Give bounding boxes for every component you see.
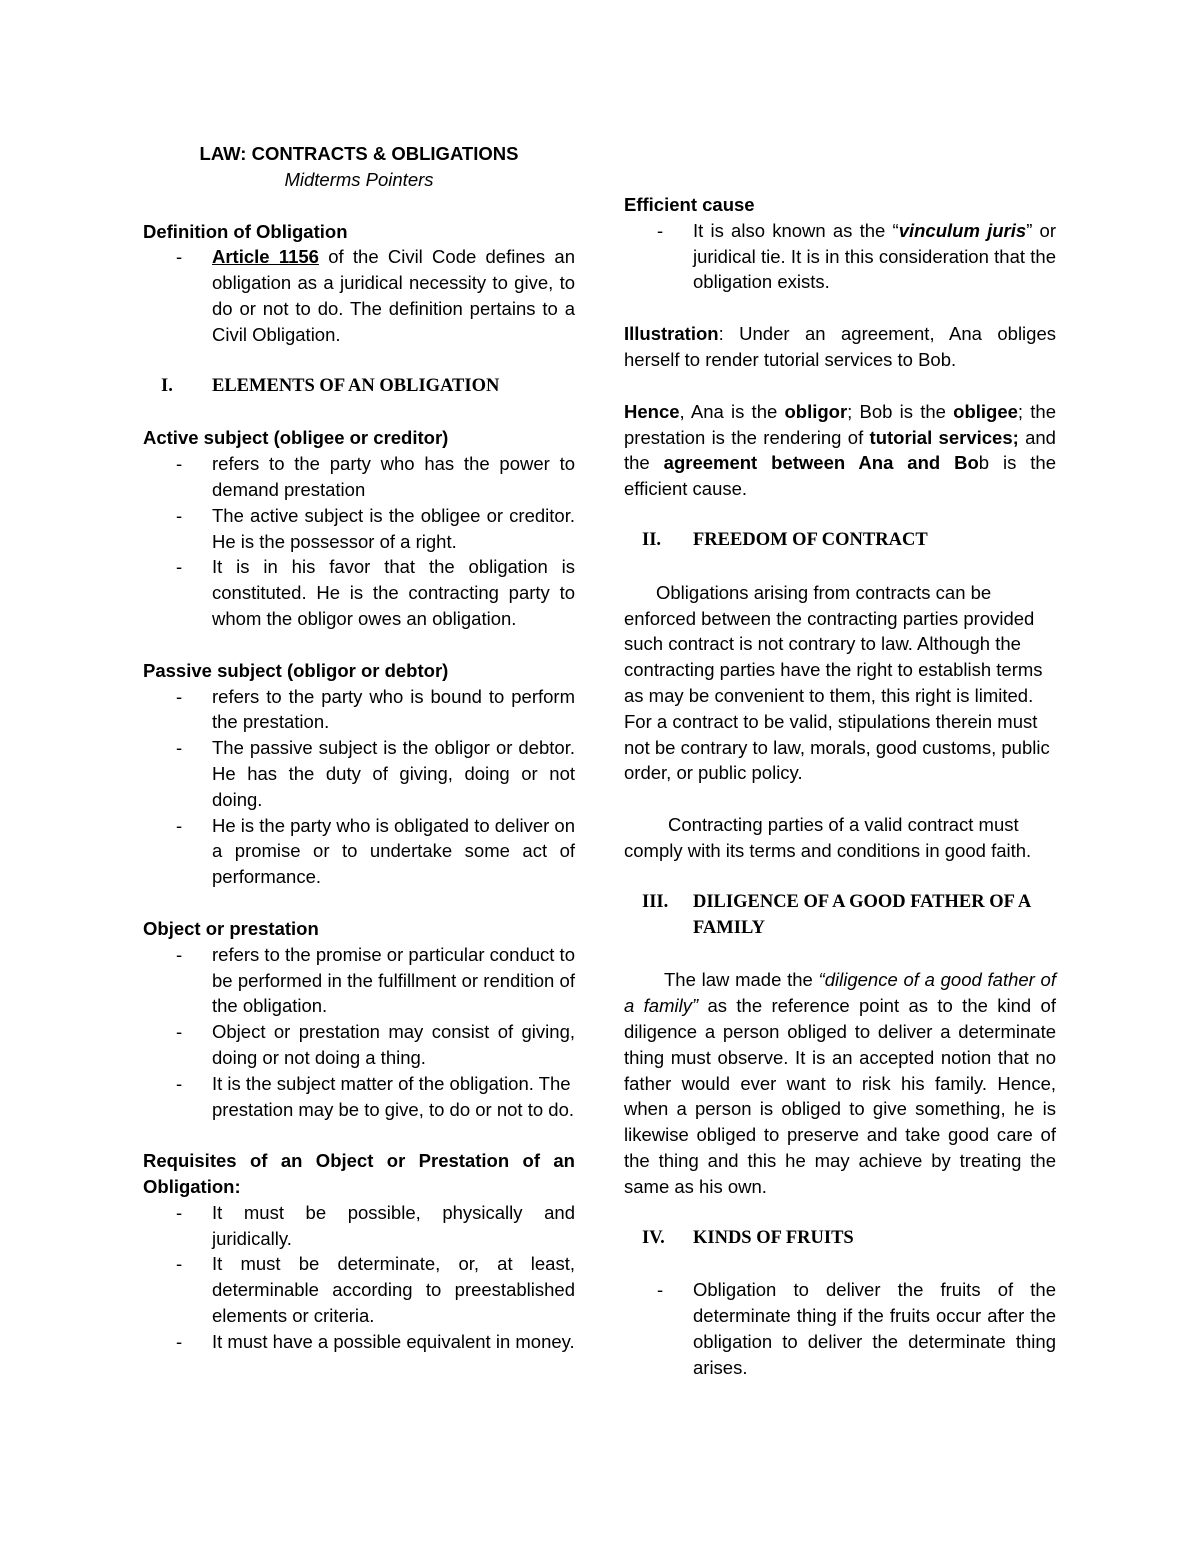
list-item: - Obligation to deliver the fruits of the determinate thing if the fruits occur after the obligation to deliver the determinate thing arises. — [657, 1279, 1056, 1378]
efficient-cause-list — [624, 218, 1056, 295]
passive-subject-list — [143, 684, 575, 890]
list-item: - The active subject is the obligee or creditor. He is the possessor of a right. — [176, 504, 575, 552]
requisites-list — [143, 1200, 575, 1355]
list-item: - Article 1156 of the Civil Code defines an obligation as a juridical necessity to give, to do or not to do. The definition pertains to a Civil Obligation. — [176, 246, 575, 345]
freedom-paragraph-2: Contracting parties of a valid contract must comply with its terms and conditions in good faith. — [624, 814, 1032, 861]
section-4-heading: IV. KINDS OF FRUITS — [642, 1227, 854, 1248]
definition-list — [143, 244, 575, 347]
section-2-heading: II. FREEDOM OF CONTRACT — [642, 529, 928, 550]
list-item: - The passive subject is the obligor or debtor. He has the duty of giving, doing or not doing. — [176, 737, 575, 810]
list-item: - It must have a possible equivalent in money. — [176, 1330, 575, 1352]
freedom-paragraph-1: Obligations arising from contracts can be enforced between the contracting parties provided such contract is not contrary to law. Although the contracting parties have the right to establish terms as may be convenient to them, this right is limited. For a contract to be valid, stipulations therein must not be contrary to law, morals, good customs, public order, or public policy. — [624, 581, 1050, 784]
section-3-heading: III. DILIGENCE OF A GOOD FATHER OF A FAMILY — [642, 891, 1031, 938]
list-item: - refers to the party who is bound to perform the prestation. — [176, 685, 575, 733]
active-subject-list — [143, 451, 575, 632]
document-subtitle: Midterms Pointers — [284, 168, 434, 190]
document-title: LAW: CONTRACTS & OBLIGATIONS — [199, 143, 519, 164]
requisites-heading: Requisites of an Object or Prestation of an Obligation: — [143, 1150, 575, 1198]
list-item: - It must be possible, physically and juridically. — [176, 1201, 575, 1249]
active-subject-heading: Active subject (obligee or creditor) — [143, 427, 449, 449]
article-reference: Article 1156 — [212, 246, 319, 268]
list-item: - refers to the promise or particular conduct to be performed in the fulfillment or rendition of the obligation. — [176, 943, 575, 1017]
definition-heading: Definition of Obligation — [143, 220, 348, 242]
list-item: - It is the subject matter of the obligation. The prestation may be to give, to do or not to do. — [176, 1072, 574, 1120]
section-1-heading: I. ELEMENTS OF AN OBLIGATION — [161, 375, 500, 396]
list-item: - Object or prestation may consist of giving, doing or not doing a thing. — [176, 1021, 575, 1068]
hence-paragraph: Hence, Ana is the obligor; Bob is the obligee; the prestation is the rendering of tutorial services; and the agreement between Ana and Bob is the efficient cause. — [624, 400, 1056, 500]
object-heading: Object or prestation — [143, 917, 319, 939]
efficient-cause-heading: Efficient cause — [624, 194, 755, 215]
illustration-paragraph: Illustration: Under an agreement, Ana obliges herself to render tutorial services to Bob. — [624, 323, 1056, 370]
list-item: - It is also known as the “vinculum juris” or juridical tie. It is in this consideration that the obligation exists. — [657, 219, 1057, 293]
list-item: - refers to the party who has the power to demand prestation — [176, 453, 575, 500]
diligence-paragraph: The law made the “diligence of a good father of a family” as the reference point as to the kind of diligence a person obliged to deliver a determinate thing must observe. It is an accepted notion that no father would ever want to risk his family. Hence, when a person is obliged to give something, he is likewise obliged to preserve and take good care of the thing and this he may achieve by treating the same as his own. — [624, 969, 1056, 1197]
list-item: - It is in his favor that the obligation is constituted. He is the contracting party to whom the obligor owes an obligation. — [176, 556, 575, 629]
object-list — [143, 942, 575, 1123]
vinculum-juris-term: vinculum juris — [898, 219, 1027, 241]
fruits-list — [624, 1277, 1056, 1380]
list-item: - It must be determinate, or, at least, determinable according to preestablished elements or criteria. — [176, 1253, 575, 1327]
passive-subject-heading: Passive subject (obligor or debtor) — [143, 659, 449, 681]
right-column — [624, 192, 1056, 1380]
left-column — [143, 141, 575, 1355]
list-item: - He is the party who is obligated to deliver on a promise or to undertake some act of performance. — [176, 814, 576, 888]
